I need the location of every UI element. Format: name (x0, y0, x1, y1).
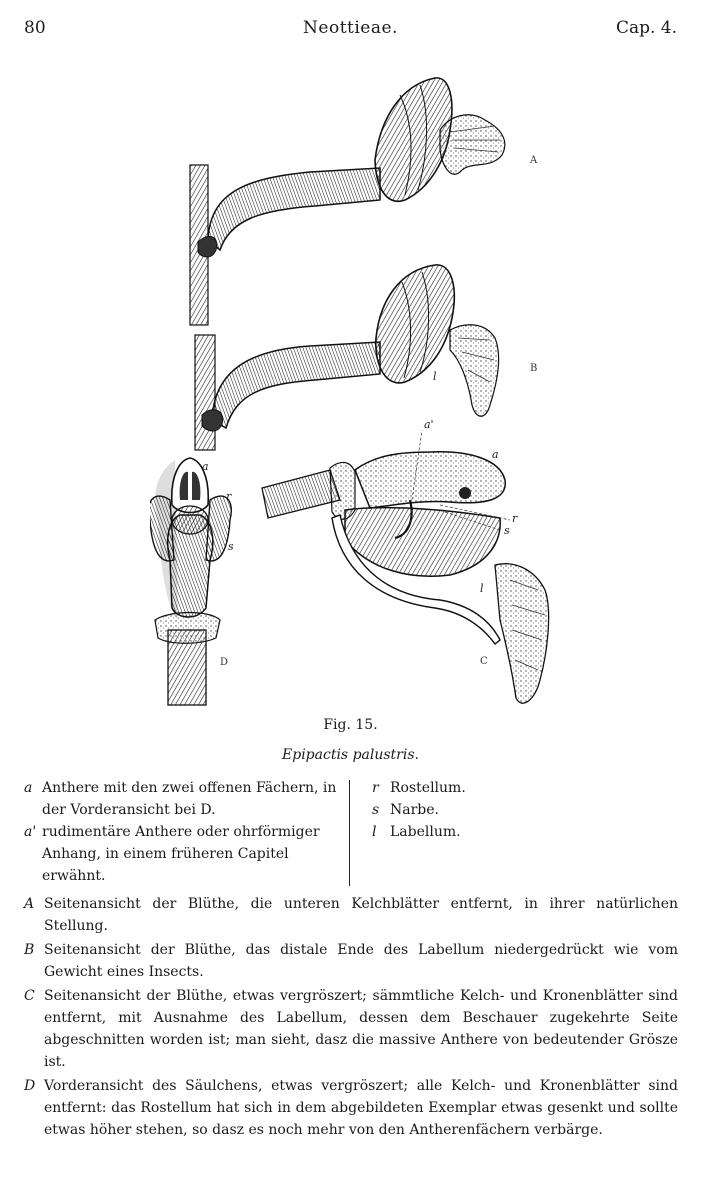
figure-descriptions (24, 893, 678, 1143)
legend-right-column (372, 777, 622, 843)
legend-symbol: r (372, 780, 379, 796)
label-D: D (220, 657, 229, 668)
description-entry (24, 985, 678, 1073)
legend-text: Anthere mit den zwei offenen Fächern, in der Vorderansicht bei D. (42, 780, 337, 818)
figure-caption: Fig. 15. (323, 717, 378, 733)
description-text: Seitenansicht der Blüthe, die unteren Kelchblätter entfernt, in ihrer natürlichen Stellung. (44, 896, 678, 934)
legend-entry (372, 777, 622, 799)
legend-entry (372, 821, 622, 843)
figure-d-column-front-view (150, 458, 234, 705)
figure-a-flower-side-view (190, 78, 538, 325)
legend-text: Labellum. (390, 824, 461, 840)
legend-text: Narbe. (390, 802, 439, 818)
description-text: Vorderansicht des Säulchens, etwas vergröszert; alle Kelch- und Kronenblätter sind entfernt: das Rostellum hat sich in dem abgebildeten Exemplar etwas gesenkt und sollte etwas höher stehen, so dasz es noch mehr von den Antherenfächern verbärge. (44, 1078, 678, 1138)
label-a-prime-C: a' (424, 418, 434, 431)
label-r-C: r (512, 512, 518, 525)
legend-symbol: s (372, 802, 380, 818)
label-B: B (530, 363, 538, 374)
botanical-illustration (150, 60, 570, 720)
description-symbol: C (24, 988, 35, 1004)
legend-text: rudimentäre Anthere oder ohrförmiger Anhang, in einem früheren Capitel erwähnt. (42, 824, 320, 884)
figure-b-flower-depressed-labellum (195, 265, 537, 450)
label-A: A (530, 155, 538, 166)
species-name: Epipactis palustris. (282, 747, 419, 763)
description-text: Seitenansicht der Blüthe, das distale Ende des Labellum niedergedrückt wie vom Gewicht eines Insects. (44, 942, 678, 980)
legend-symbol: a (24, 780, 33, 796)
description-symbol: B (24, 942, 35, 958)
label-s-D: s (228, 540, 234, 553)
description-symbol: D (24, 1078, 36, 1094)
description-entry (24, 1075, 678, 1141)
legend-entry (372, 799, 622, 821)
label-l-C: l (480, 582, 484, 595)
label-l-B: l (433, 370, 437, 383)
legend-entry (24, 777, 344, 821)
description-entry (24, 939, 678, 983)
description-symbol: A (24, 896, 35, 912)
page-number: 80 (24, 18, 46, 38)
chapter-label: Cap. 4. (615, 18, 677, 38)
legend-symbol: l (372, 824, 377, 840)
label-C: C (480, 656, 488, 667)
legend-symbol: a' (24, 824, 37, 840)
label-s-C: s (504, 524, 510, 537)
description-entry (24, 893, 678, 937)
label-r-D: r (226, 490, 232, 503)
description-text: Seitenansicht der Blüthe, etwas vergröszert; sämmtliche Kelch- und Kronenblätter sind entfernt, mit Ausnahme des Labellum, dessen dem Beschauer zugekehrte Seite abgeschnitten worden ist; man sieht, dasz die massive Anthere von bedeutender Grösze ist. (44, 988, 678, 1070)
figure-c-flower-enlarged-section (262, 418, 549, 703)
legend-divider (349, 780, 350, 886)
running-header: Neottieae. (303, 18, 398, 38)
legend-entry (24, 821, 344, 887)
label-a-C: a (492, 448, 499, 461)
label-a-D: a (202, 460, 209, 473)
legend-left-column (24, 777, 344, 887)
legend-text: Rostellum. (390, 780, 466, 796)
